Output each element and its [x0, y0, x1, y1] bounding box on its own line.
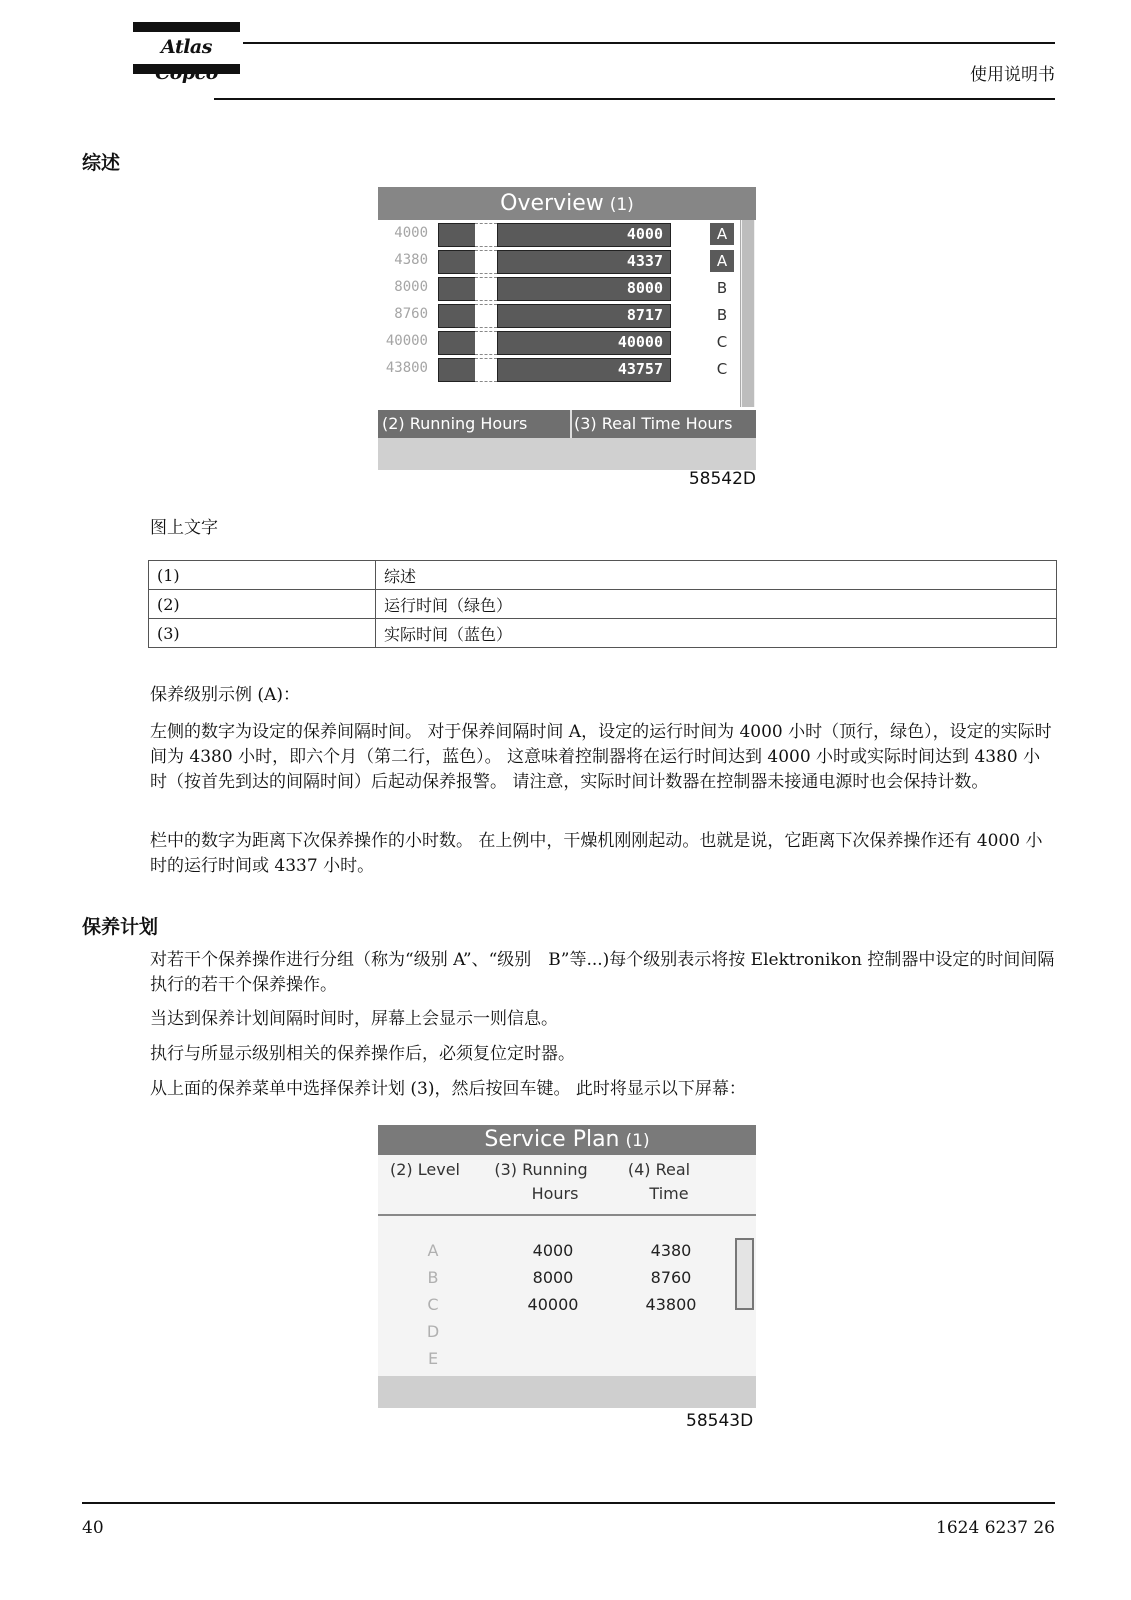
legend-num: (2) — [149, 590, 376, 619]
level-cell: E — [427, 1349, 439, 1368]
overview-row — [378, 301, 756, 328]
running-hours-cell: 4000 — [532, 1241, 574, 1260]
example-heading: 保养级别示例 (A)： — [150, 685, 300, 705]
level-bar — [438, 277, 476, 301]
overview-screen — [378, 187, 756, 493]
overview-scrollbar[interactable] — [740, 220, 755, 407]
overview-row — [378, 220, 756, 247]
section-title-service-plan: 保养计划 — [82, 916, 159, 938]
level-letter: C — [716, 360, 728, 378]
document-type: 使用说明书 — [970, 65, 1055, 85]
level-letter: B — [716, 306, 728, 324]
level-cell: A — [427, 1241, 439, 1260]
bar-gap — [475, 277, 497, 301]
level-bar — [438, 250, 476, 274]
level-cell: B — [427, 1268, 439, 1287]
service-plan-screen-title — [378, 1125, 756, 1155]
column-header-level: (2) Level — [390, 1160, 460, 1179]
real-time-cell: 4380 — [650, 1241, 692, 1260]
level-letter: A — [710, 250, 734, 272]
level-letter: B — [716, 279, 728, 297]
bar-gap — [475, 223, 497, 247]
hours-remaining: 4337 — [626, 252, 663, 270]
service-plan-paragraph-3: 执行与所显示级别相关的保养操作后，必须复位定时器。 — [150, 1044, 575, 1064]
overview-screen-title — [378, 187, 756, 220]
section-title-overview: 综述 — [82, 152, 121, 174]
level-cell: D — [426, 1322, 440, 1341]
hours-remaining: 8717 — [626, 306, 663, 324]
tab-running-hours[interactable]: (2) Running Hours — [382, 414, 528, 433]
legend-text: 实际时间（蓝色） — [376, 619, 1057, 648]
legend-title: 图上文字 — [150, 518, 218, 538]
overview-title-callout: (1) — [609, 195, 634, 215]
hours-remaining: 43757 — [617, 360, 663, 378]
overview-screen-title-text: Overview — [500, 191, 604, 216]
level-bar — [438, 223, 476, 247]
overview-screen-footer — [378, 438, 756, 470]
logo-text: Atlas — [161, 36, 212, 58]
legend-num: (3) — [149, 619, 376, 648]
table-row — [149, 619, 1057, 648]
service-plan-screen-footer — [378, 1376, 756, 1408]
real-time-cell: 8760 — [650, 1268, 692, 1287]
column-header-real: (4) Real — [627, 1160, 691, 1179]
overview-tab-bar — [378, 410, 756, 438]
hours-remaining: 40000 — [617, 333, 663, 351]
set-interval: 43800 — [385, 360, 428, 376]
logo-bar-bottom — [133, 64, 240, 74]
overview-paragraph-2: 栏中的数字为距离下次保养操作的小时数。 在上例中，干燥机刚刚起动。也就是说，它距离下次保养操作还有 4000 小时的运行时间或 4337 小时。 — [150, 831, 1043, 876]
table-row — [149, 590, 1057, 619]
service-plan-paragraph-1: 对若干个保养操作进行分组（称为“级别 A”、“级别 B”等...)每个级别表示将按 Elektronikon 控制器中设定的时间间隔执行的若干个保养操作。 — [150, 950, 1055, 995]
footer-rule — [82, 1502, 1055, 1504]
service-plan-scrollbar[interactable] — [735, 1238, 754, 1310]
hours-remaining: 4000 — [626, 225, 663, 243]
bar-gap — [475, 250, 497, 274]
set-interval: 8760 — [394, 306, 428, 322]
column-header-running: (3) Running — [494, 1160, 588, 1179]
level-cell: C — [427, 1295, 439, 1314]
header-separator — [378, 1214, 756, 1216]
running-hours-cell: 40000 — [527, 1295, 579, 1314]
service-plan-title-callout: (1) — [625, 1131, 650, 1151]
document-number: 1624 6237 26 — [936, 1518, 1055, 1538]
level-letter: A — [710, 223, 734, 245]
scrollbar-thumb[interactable] — [742, 220, 754, 407]
header-rule-bottom — [214, 98, 1055, 100]
legend-text: 运行时间（绿色） — [376, 590, 1057, 619]
bar-gap — [475, 304, 497, 328]
column-header-running-sub: Hours — [531, 1184, 579, 1203]
legend-table — [148, 560, 1057, 648]
set-interval: 4380 — [394, 252, 428, 268]
legend-num: (1) — [149, 561, 376, 590]
running-hours-cell: 8000 — [532, 1268, 574, 1287]
page-number: 40 — [82, 1518, 104, 1538]
atlas-copco-logo — [133, 22, 240, 76]
service-plan-screen — [378, 1125, 756, 1408]
service-plan-paragraph-2: 当达到保养计划间隔时间时，屏幕上会显示一则信息。 — [150, 1009, 558, 1029]
overview-row — [378, 355, 756, 382]
overview-row — [378, 247, 756, 274]
level-bar — [438, 331, 476, 355]
set-interval: 40000 — [385, 333, 428, 349]
tab-real-time-hours[interactable]: (3) Real Time Hours — [570, 410, 760, 438]
header-rule-top — [243, 42, 1055, 44]
logo-bar-top — [133, 22, 240, 32]
level-bar — [438, 358, 476, 382]
service-plan-paragraph-4: 从上面的保养菜单中选择保养计划 (3)，然后按回车键。 此时将显示以下屏幕： — [150, 1079, 746, 1099]
figure-code: 58542D — [688, 469, 756, 489]
hours-remaining: 8000 — [626, 279, 663, 297]
table-row — [149, 561, 1057, 590]
overview-row — [378, 274, 756, 301]
legend-text: 综述 — [376, 561, 1057, 590]
figure-code: 58543D — [686, 1411, 754, 1431]
real-time-cell: 43800 — [645, 1295, 697, 1314]
set-interval: 8000 — [394, 279, 428, 295]
level-letter: C — [716, 333, 728, 351]
bar-gap — [475, 331, 497, 355]
set-interval: 4000 — [394, 225, 428, 241]
bar-gap — [475, 358, 497, 382]
column-header-real-sub: Time — [649, 1184, 689, 1203]
level-bar — [438, 304, 476, 328]
overview-row — [378, 328, 756, 355]
service-plan-screen-title-text: Service Plan — [484, 1127, 620, 1152]
overview-paragraph-1: 左侧的数字为设定的保养间隔时间。 对于保养间隔时间 A，设定的运行时间为 4000 小时（顶行，绿色），设定的实际时间为 4380 小时，即六个月（第二行，蓝色）。 这意味着控制器将在运行时间达到 4000 小时或实际时间达到 4380 小时（按首先到达的间隔时间）后起动保养报警。 请注意，实际时间计数器在控制器未接通电源时也会保持计数。 — [150, 722, 1052, 792]
